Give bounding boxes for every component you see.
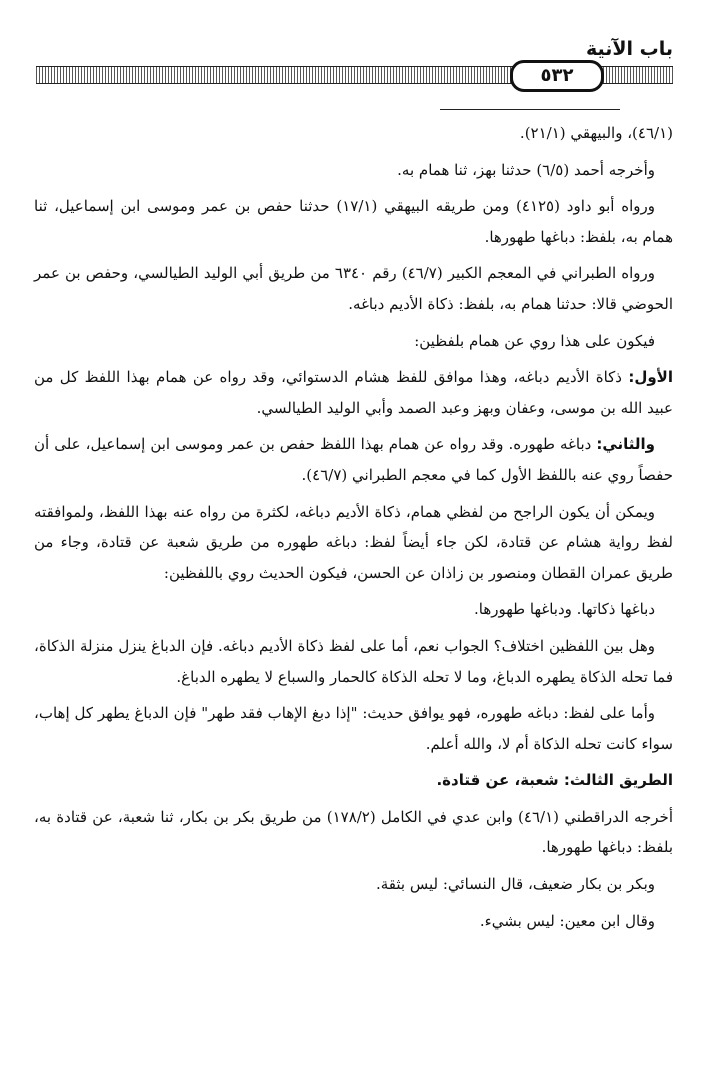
paragraph-second-wording: [34, 429, 673, 490]
paragraph: وهل بين اللفظين اختلاف؟ الجواب نعم، أما على لفظ ذكاة الأديم دباغه. فإن الدباغ ينزل منزلة الذكاة، فما تحله الذكاة يطهره الدباغ، وما لا تحله الذكاة كالحمار والسباع لا يطهره الدباغ.: [34, 636, 673, 686]
paragraph-first-wording: [34, 362, 673, 423]
section-heading: [34, 765, 673, 796]
paragraph: ويمكن أن يكون الراجح من لفظي همام، ذكاة الأديم دباغه، لكثرة من رواه عنه بهذا اللفظ، ولموافقته لفظ رواية هشام عن قتادة، لكن جاء أيضاً لفظ: دباغه طهوره من طريق شعبة عن قتادة، وجاء من طريق عمران القطان ومنصور بن زاذان عن الحسن، فيكون الحديث روي باللفظين:: [34, 502, 673, 582]
paragraph: وبكر بن بكار ضعيف، قال النسائي: ليس بثقة.: [376, 875, 655, 894]
paragraph: وقال ابن معين: ليس بشيء.: [479, 911, 655, 930]
paragraph: دباغها ذكاتها. ودباغها طهورها.: [474, 600, 655, 619]
footnote-divider: [440, 109, 620, 110]
chapter-title: باب الآنية: [585, 38, 673, 60]
paragraph-text: ذكاة الأديم دباغه، وهذا موافق للفظ هشام الدستوائي، وقد رواه عن همام بهذا اللفظ كل من عبيد الله بن موسى، وعفان وبهز وعبد الصمد وأبي الوليد الطيالسي.: [34, 368, 673, 417]
paragraph-text: دباغه طهوره. وقد رواه عن همام بهذا اللفظ حفص بن عمر وموسى ابن إسماعيل، على أن حفصاً روي عنه باللفظ الأول كما في معجم الطبراني (٤٦/٧).: [34, 435, 673, 484]
paragraph: ورواه الطبراني في المعجم الكبير (٤٦/٧) رقم ٦٣٤٠ من طريق أبي الوليد الطيالسي، وحفص بن عمر الحوضي قالا: حدثنا همام به، بلفظ: ذكاة الأديم دباغه.: [34, 264, 673, 313]
paragraph: أخرجه الدراقطني (٤٦/١) وابن عدي في الكامل (١٧٨/٢) من طريق بكر بن بكار، ثنا شعبة، عن قتادة به، بلفظ: دباغها طهورها.: [34, 807, 673, 857]
label-second: والثاني:: [596, 435, 655, 454]
paragraph: وأخرجه أحمد (٦/٥) حدثنا بهز، ثنا همام به.: [397, 160, 655, 179]
paragraph: وأما على لفظ: دباغه طهوره، فهو يوافق حديث: "إذا دبغ الإهاب فقد طهر" فإن الدباغ يطهر كل إهاب، سواء كانت تحله الذكاة أم لا، والله أعلم.: [34, 704, 673, 753]
page-body: [34, 118, 673, 942]
paragraph: فيكون على هذا روي عن همام بلفظين:: [414, 331, 655, 350]
paragraph: ورواه أبو داود (٤١٢٥) ومن طريقه البيهقي (١٧/١) حدثنا حفص بن عمر وموسى ابن إسماعيل، ثنا همام به، بلفظ: دباغها طهورها.: [34, 197, 673, 246]
paragraph-continuation: (٤٦/١)، والبيهقي (٢١/١).: [519, 124, 673, 142]
section-heading-text: الطريق الثالث: شعبة، عن قتادة.: [436, 771, 673, 790]
page-number: ٥٣٢: [510, 60, 604, 92]
label-first: الأول:: [628, 368, 673, 387]
